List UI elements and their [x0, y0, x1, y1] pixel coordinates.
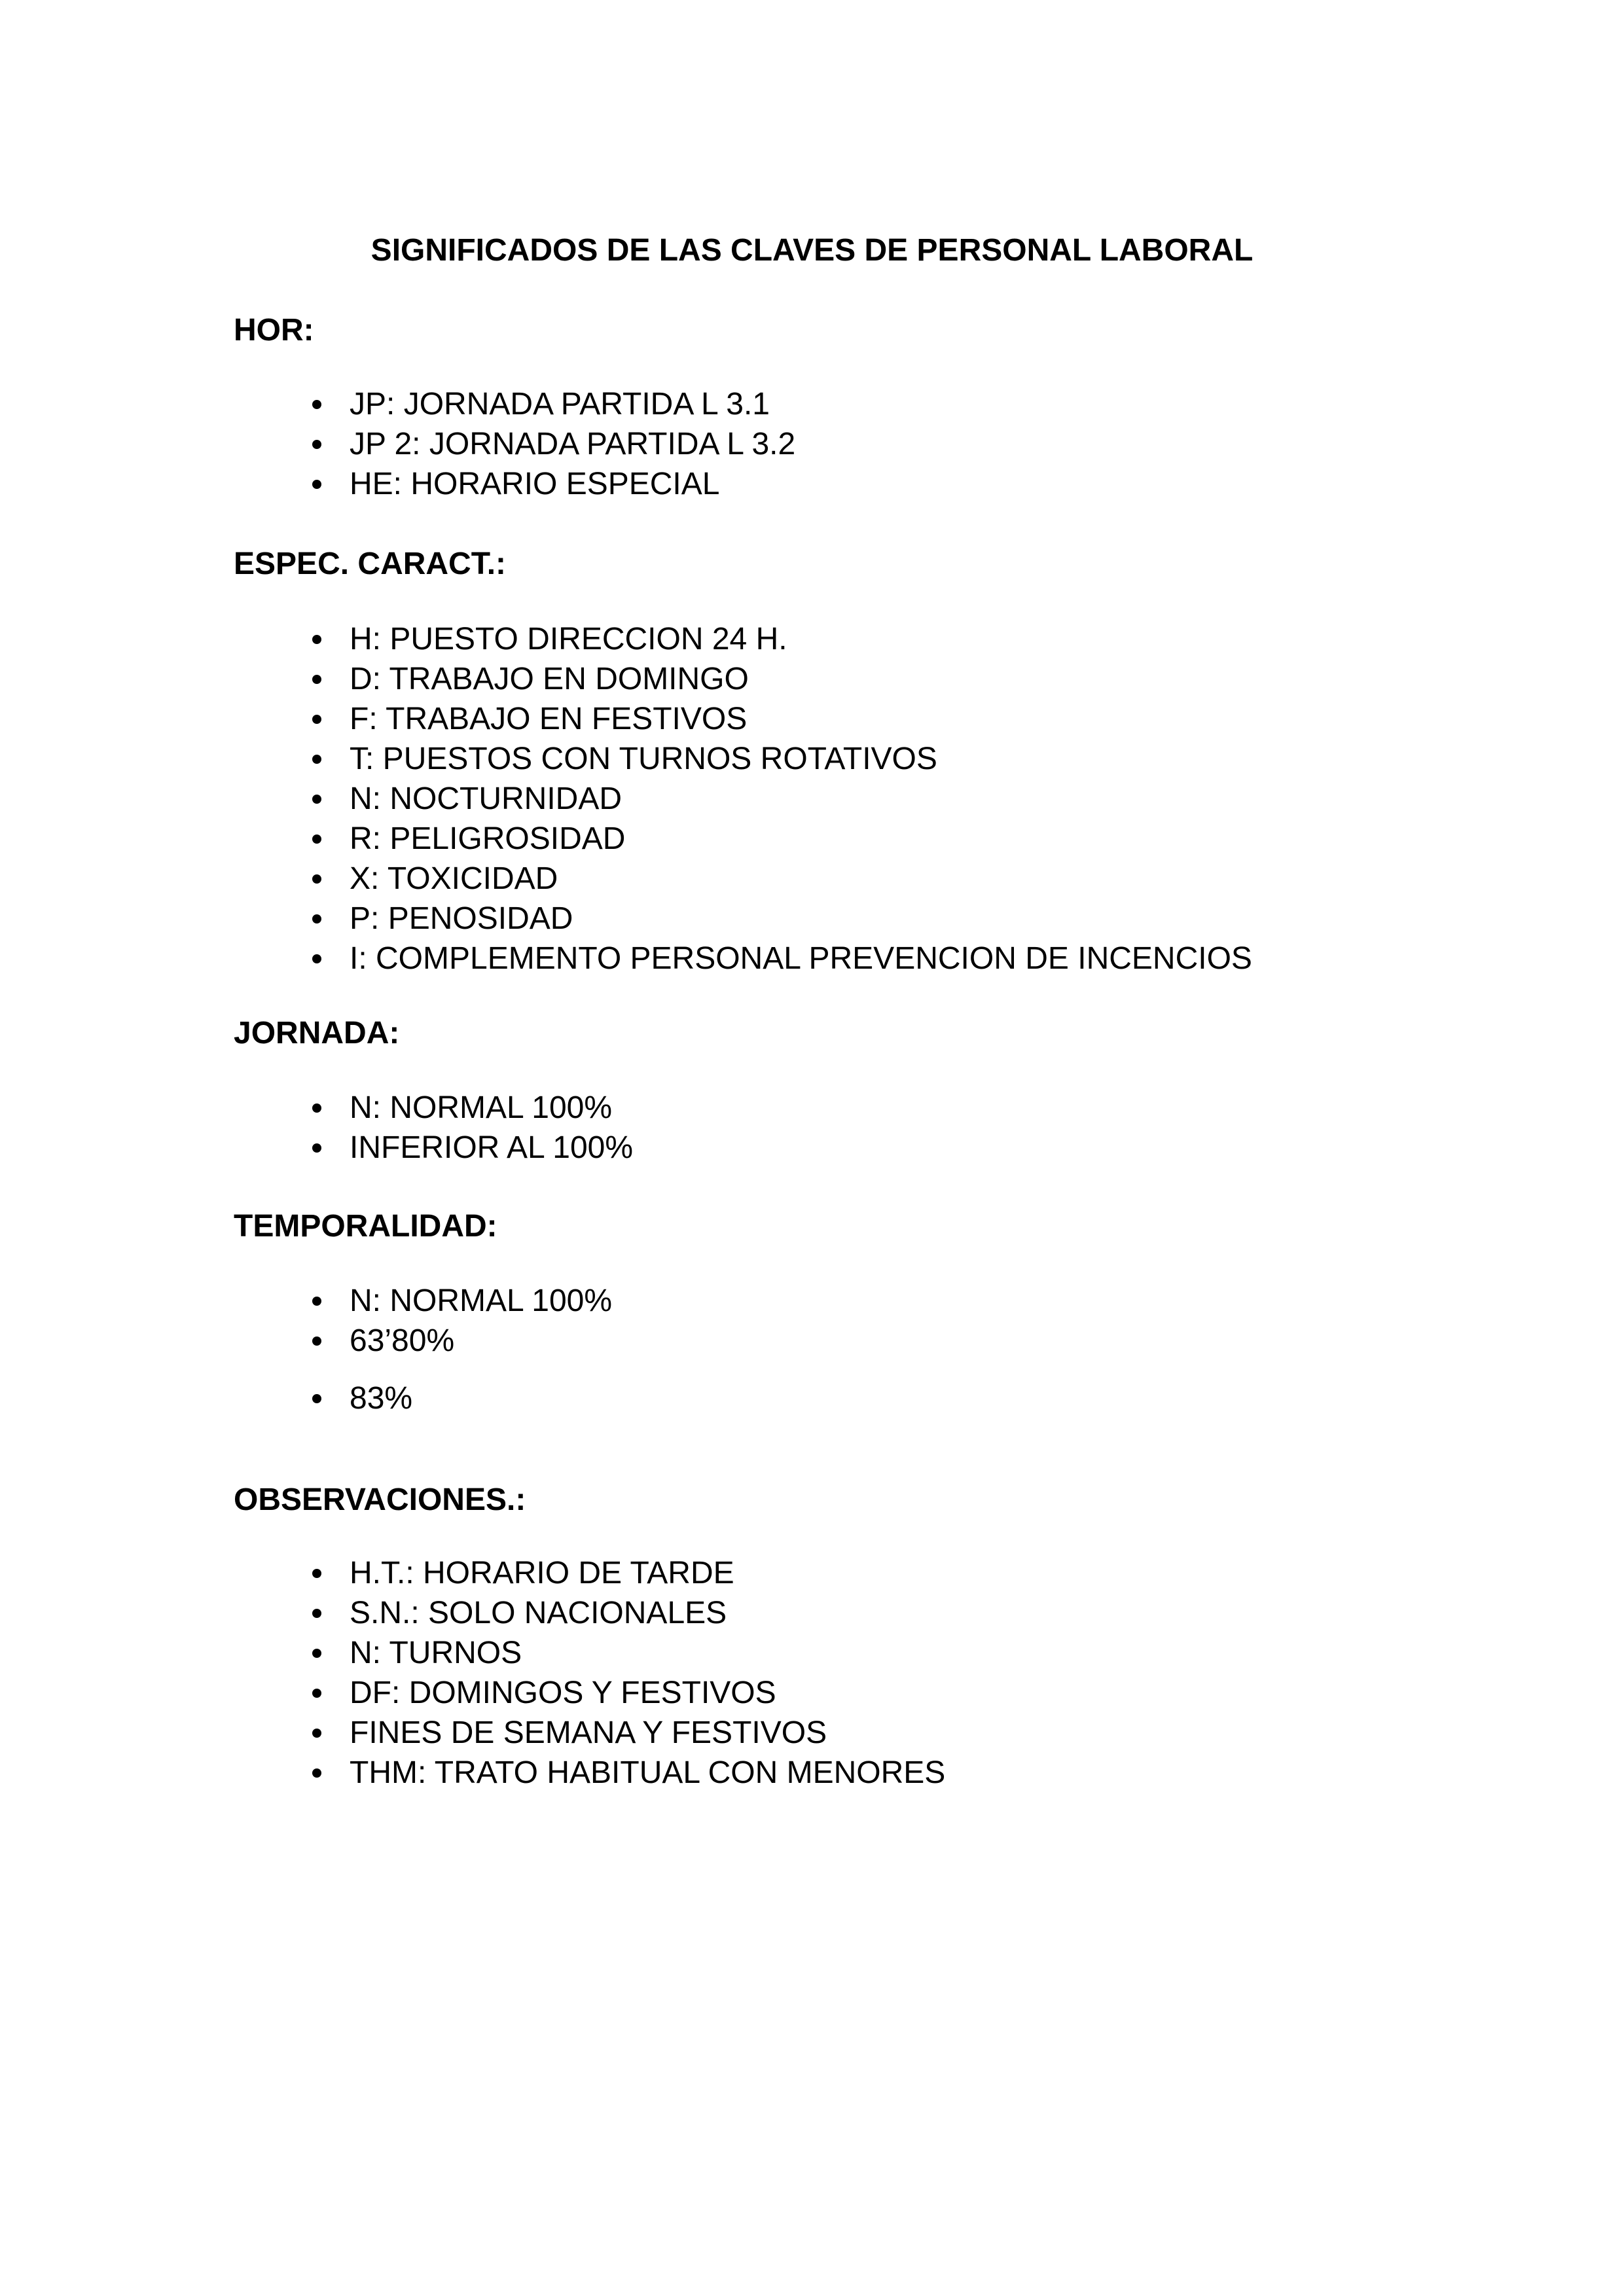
- bullet-icon: [312, 1729, 321, 1738]
- bullet-icon: [312, 874, 321, 884]
- bullet-icon: [312, 1609, 321, 1618]
- document-title: SIGNIFICADOS DE LAS CLAVES DE PERSONAL LABORAL: [370, 233, 1254, 268]
- bullet-icon: [312, 635, 321, 644]
- bullet-icon: [312, 914, 321, 924]
- bullet-icon: [312, 1336, 321, 1346]
- bullet-icon: [312, 795, 321, 804]
- document-page: SIGNIFICADOS DE LAS CLAVES DE PERSONAL LABORAL HOR: JP: JORNADA PARTIDA L 3.1 JP 2: JORNADA PARTIDA L 3.2 HE: HORARIO ESPECIAL ESPEC. CARACT.: H: PUESTO DIRECCION 24 H. D: TRABAJO EN DOMINGO F: TRABAJO EN FESTIVOS T: PUESTOS CON TURNOS ROTATIVOS N: NOCTURNIDAD R: PELIGROSIDAD X: TOXICIDAD P: PENOSIDAD I: COMPLEMENTO PERSONAL PREVENCION DE INCENCIOS JORNADA: N: NORMAL 100% INFERIOR AL 100% TEMPORALIDAD: N: NORMAL 100% 63’80% 83% OBSERVACIONES.: H.T.: HORARIO DE TARDE S.N.: SOLO NACIONALES N: TURNOS DF: DOMINGOS Y FESTIVOS FINES DE SEMANA Y FESTIVOS THM: TRATO HABITUAL CON MENORES: [0, 0, 1624, 2296]
- bullet-icon: [312, 755, 321, 764]
- bullet-icon: [312, 715, 321, 724]
- section-heading-espec-caract: ESPEC. CARACT.:: [234, 547, 507, 581]
- bullet-icon: [312, 1768, 321, 1778]
- bullet-icon: [312, 834, 321, 844]
- section-heading-hor: HOR:: [234, 313, 314, 348]
- bullet-icon: [312, 480, 321, 489]
- bullet-icon: [312, 675, 321, 684]
- section-heading-temporalidad: TEMPORALIDAD:: [234, 1209, 497, 1244]
- bullet-icon: [312, 1689, 321, 1698]
- section-heading-observaciones: OBSERVACIONES.:: [234, 1482, 526, 1517]
- bullet-icon: [312, 1569, 321, 1578]
- bullet-icon: [312, 1394, 321, 1403]
- bullet-icon: [312, 1297, 321, 1306]
- bullet-icon: [312, 440, 321, 449]
- bullet-icon: [312, 400, 321, 409]
- bullet-icon: [312, 1649, 321, 1658]
- bullet-icon: [312, 954, 321, 963]
- section-heading-jornada: JORNADA:: [234, 1016, 400, 1050]
- bullet-icon: [312, 1103, 321, 1113]
- bullet-icon: [312, 1143, 321, 1153]
